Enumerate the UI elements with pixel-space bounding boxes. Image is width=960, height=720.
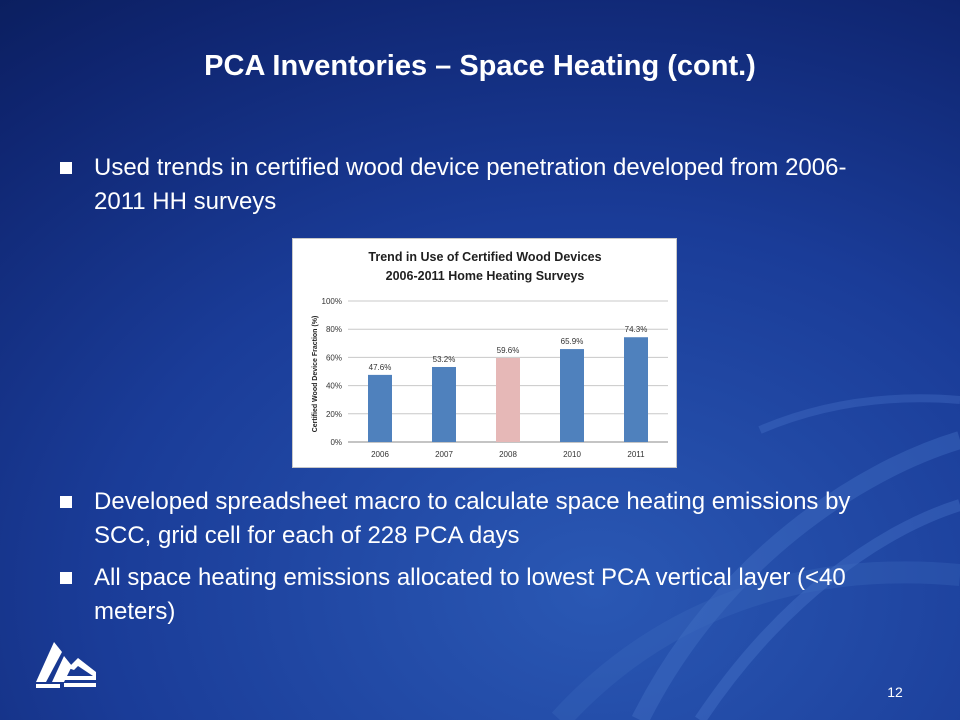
y-tick-label: 40% [325,381,342,391]
y-tick-label: 100% [321,297,342,306]
chart-image [292,238,677,468]
x-tick-label: 2008 [499,450,517,459]
bullet-text: Used trends in certified wood device penetration developed from 2006-2011 HH surveys [94,154,847,215]
square-bullet-icon [60,572,72,584]
x-tick-labels [371,450,645,459]
bullet-text: Developed spreadsheet macro to calculate space heating emissions by SCC, grid cell for each of 228 PCA days [94,488,851,549]
square-bullet-icon [60,162,72,174]
data-label: 65.9% [560,337,584,347]
bullet-item [94,151,884,219]
chart-title: Trend in Use of Certified Wood Devices [368,250,602,264]
square-bullet-icon [60,496,72,508]
y-tick-labels [322,297,342,447]
x-tick-label: 2010 [563,450,581,459]
x-tick-label: 2006 [371,450,389,459]
data-label: 74.3% [624,325,648,335]
data-label: 59.6% [496,345,520,355]
agency-logo-icon [34,638,98,692]
slide-title: PCA Inventories – Space Heating (cont.) [204,50,756,82]
bar-2006 [368,375,392,442]
bar-chart [293,239,678,469]
bullet-item [94,485,884,553]
y-tick-label: 60% [325,353,342,363]
bar-2007 [432,367,456,442]
data-label: 53.2% [432,354,456,364]
bar-2008 [496,358,520,442]
bullet-item [94,561,884,629]
chart-subtitle: 2006-2011 Home Heating Surveys [385,269,585,283]
x-tick-label: 2011 [627,450,645,459]
y-tick-label: 0% [330,438,342,447]
bar-2011 [624,337,648,442]
y-tick-label: 80% [325,325,342,335]
page-number: 12 [887,684,903,700]
x-tick-label: 2007 [435,450,453,459]
data-label: 47.6% [368,362,392,372]
y-tick-label: 20% [325,409,342,419]
bullet-text: All space heating emissions allocated to lowest PCA vertical layer (<40 meters) [94,564,846,625]
bar-2010 [560,349,584,442]
y-axis-label: Certified Wood Device Fraction (%) [312,315,319,433]
